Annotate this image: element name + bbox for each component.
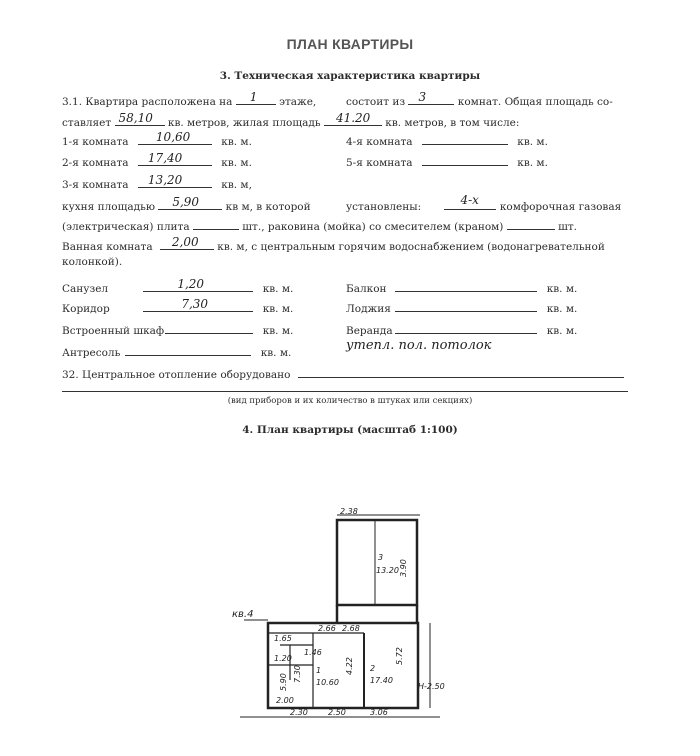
wc-value: 1,20 [177,277,205,291]
room2-row [62,151,252,169]
page-title: ПЛАН КВАРТИРЫ [286,36,414,52]
sink-unit: шт. [558,221,578,233]
bath-field [160,235,214,250]
bath-label: Ванная комната [62,241,153,253]
closet-row [62,322,293,337]
veranda-handwritten: утепл. пол. потолок [346,338,492,353]
room5-unit: кв. м. [517,157,548,169]
rooms-field [408,90,454,105]
rooms-suffix: комнат. Общая площадь со- [457,96,613,108]
loggia-label: Лоджия [346,303,391,315]
plan-dim-266: 2.66 [318,624,336,633]
plan-dim-306: 3.06 [370,708,388,717]
plan-dim-730: 7.30 [293,665,302,683]
plan-dim-120: 1.20 [274,654,292,663]
room2-value: 17,40 [147,151,183,165]
room3-value: 13,20 [147,173,183,187]
room5-field [422,154,508,166]
rooms-label: состоит из [346,96,406,108]
room1-label: 1-я комната [62,136,129,148]
room4-row [346,133,548,148]
plan-room2-area: 17.40 [370,676,393,685]
bath-row [62,235,605,253]
stove-label: установлены: [346,201,422,213]
room2-unit: кв. м. [221,157,252,169]
plan-dim-230: 2.30 [290,708,308,717]
heating-extra-line [62,391,628,392]
plan-dim-590: 5.90 [279,673,288,691]
veranda-row [346,322,577,337]
mezzanine-label: Антресоль [62,347,121,359]
mezzanine-row [62,344,291,359]
loggia-field [395,300,537,312]
total-area-label: ставляет [62,117,112,129]
bath-row-cont: колонкой). [62,256,123,268]
corridor-value: 7,30 [181,297,209,311]
plan-labels [232,507,445,717]
total-area-field [115,111,165,126]
room3-unit: кв. м, [221,179,252,191]
section4-heading: 4. План квартиры (масштаб 1:100) [242,424,458,436]
veranda-unit: кв. м. [546,325,578,337]
living-area-value: 41.20 [335,111,371,125]
room2-label: 2-я комната [62,157,129,169]
living-area-suffix: кв. метров, в том числе: [385,117,520,129]
line-total-area [62,111,520,129]
mezzanine-field [125,344,251,356]
plan-room1-area: 10.60 [316,678,339,687]
plan-dim-165: 1.65 [274,634,292,643]
kitchen-label: кухня площадью [62,201,155,213]
room1-field [138,130,212,145]
wc-row [62,277,294,295]
kitchen-value: 5,90 [172,195,200,209]
wc-field [143,277,253,292]
room4-unit: кв. м. [517,136,548,148]
closet-label: Встроенный шкаф [62,325,165,337]
wc-unit: кв. м. [262,283,294,295]
corridor-label: Коридор [62,303,110,315]
mezzanine-unit: кв. м. [260,347,292,359]
room3-field [138,173,212,188]
plan-top-dim: 2.38 [340,507,358,516]
plan-room2-height: 5.72 [395,647,404,665]
corridor-field [143,297,253,312]
stove-count-field [193,218,239,230]
stove-row [346,193,622,213]
veranda-label: Веранда [346,325,393,337]
kitchen-field [158,195,222,210]
heating-row [62,366,624,381]
balcony-unit: кв. м. [546,283,578,295]
kitchen-unit: кв м, в которой [225,201,311,213]
plan-room1-num: 1 [316,666,322,675]
balcony-field [395,280,537,292]
electric-stove-label: (электрическая) плита [62,221,190,233]
plan-room3-area: 13.20 [376,566,399,575]
rooms-value: 3 [418,90,427,104]
bath-value: 2,00 [171,235,199,249]
wc-label: Санузел [62,283,109,295]
room5-row [346,154,548,169]
loggia-row [346,300,577,315]
floor-suffix: этаже, [279,96,317,108]
plan-ceiling-height: H-2.50 [418,682,445,691]
closet-unit: кв. м. [262,325,294,337]
plan-room3-num: 3 [378,553,384,562]
plan-apartment-number: кв.4 [232,609,254,620]
balcony-label: Балкон [346,283,387,295]
plan-room3-width: 3.90 [399,559,408,577]
floor-value: 1 [249,90,258,104]
bath-description: кв. м, с центральным горячим водоснабжением (водонагревательной [217,241,605,253]
section3-heading: 3. Техническая характеристика квартиры [219,70,481,82]
room4-label: 4-я комната [346,136,413,148]
closet-field [165,322,253,334]
loggia-unit: кв. м. [546,303,578,315]
floor-label: 3.1. Квартира расположена на [62,96,233,108]
living-area-field [324,111,382,126]
devices-note: (вид приборов и их количество в штуках или секциях) [227,396,473,406]
plan-dim-250: 2.50 [328,708,346,717]
sink-count-field [507,218,555,230]
heating-label: 32. Центральное отопление оборудовано [62,369,291,381]
room1-value: 10,60 [155,130,191,144]
total-area-value: 58,10 [118,111,153,125]
plan-dim-146: 1.46 [304,648,322,657]
heating-field [298,366,624,378]
burners-value: 4-х [460,193,479,207]
plan-room1-height: 4.22 [345,657,354,675]
sink-label: шт., раковина (мойка) со смесителем (краном) [242,221,504,233]
room1-unit: кв. м. [221,136,252,148]
room2-field [138,151,212,166]
living-area-label: кв. метров, жилая площадь [167,117,321,129]
stove-type: комфорочная газовая [499,201,622,213]
veranda-field [395,322,537,334]
floor-plan [230,505,460,735]
floor-field [236,90,276,105]
room5-label: 5-я комната [346,157,413,169]
room3-row [62,173,252,191]
plan-dim-268: 2.68 [342,624,360,633]
sink-row [62,218,577,233]
kitchen-row [62,195,311,213]
corridor-unit: кв. м. [262,303,294,315]
plan-room2-num: 2 [370,664,376,673]
room3-label: 3-я комната [62,179,129,191]
plan-dim-200: 2.00 [276,696,294,705]
line-floor [62,90,317,108]
line-rooms [346,90,613,108]
room1-row [62,130,252,148]
burners-field [444,193,496,210]
balcony-row [346,280,577,295]
corridor-row [62,297,294,315]
room4-field [422,133,508,145]
